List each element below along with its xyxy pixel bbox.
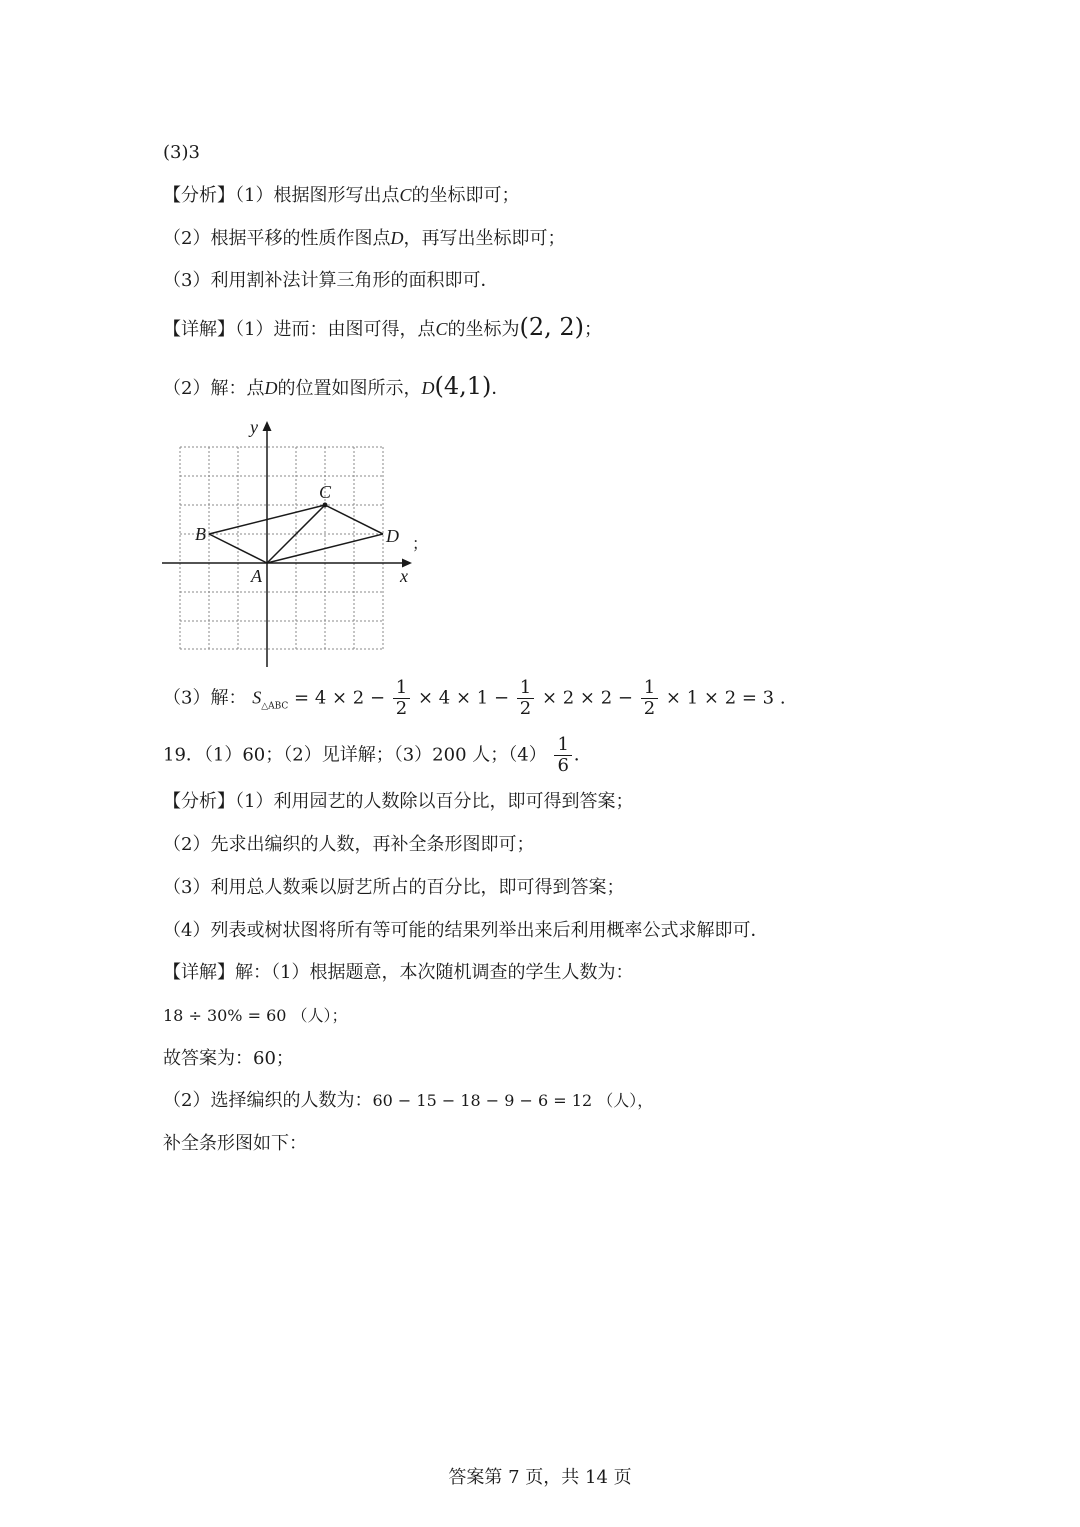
area-term-2: × 4 × 1 −: [417, 687, 510, 709]
detail-tag: 【详解】: [163, 962, 235, 983]
analysis-tag: 【分析】: [163, 185, 235, 206]
fraction-half: [393, 678, 410, 719]
coordinate-graph: [160, 415, 450, 675]
analysis-tag: 【分析】: [163, 791, 235, 812]
q19-detail-1: [163, 960, 633, 986]
q19-answer-end: ．: [573, 744, 592, 766]
label-d: D: [386, 526, 399, 546]
detail-2-text: （2）解：点: [163, 378, 265, 399]
q18-analysis-3: （3）利用割补法计算三角形的面积即可．: [163, 270, 499, 291]
area-term-1: = 4 × 2 −: [294, 687, 386, 709]
q19-answer-text: 19．（1）60；（2）见详解；（3）200 人；（4）: [163, 744, 547, 766]
q18-analysis-2: [163, 225, 565, 252]
segment-ab: [209, 534, 267, 563]
point-d-coord-label: D: [421, 378, 435, 398]
analysis-1-text: （1）根据图形写出点: [235, 185, 400, 206]
q18-detail-1: [163, 314, 602, 343]
q19-analysis-3: （3）利用总人数乘以厨艺所占的百分比，即可得到答案；: [163, 877, 625, 898]
frac-num: 1: [641, 678, 658, 699]
coord-d: (4,1): [434, 372, 492, 400]
calc-2: 60 − 15 − 18 − 9 − 6 = 12 （人），: [372, 1091, 654, 1110]
y-axis-arrow: [263, 421, 272, 431]
analysis-1-text: （1）利用园艺的人数除以百分比，即可得到答案；: [235, 791, 634, 812]
detail-2-text: （2）选择编织的人数为：: [163, 1090, 373, 1111]
graph-trailing-semicolon: ；: [412, 534, 429, 553]
area-symbol: S: [252, 687, 262, 708]
fraction-half: [641, 678, 658, 719]
analysis-2-tail: ，再写出坐标即可；: [403, 228, 566, 249]
frac-den: 2: [643, 698, 656, 719]
fraction-sixth: [554, 735, 571, 776]
analysis-1-tail: 的坐标即可；: [411, 185, 520, 206]
detail-2-tail: ．: [491, 378, 510, 399]
detail-3-text: （3）解：: [163, 687, 247, 709]
q18-detail-3: [163, 678, 786, 720]
label-a: A: [251, 566, 262, 586]
frac-den: 2: [395, 698, 408, 719]
q19-answer-1: 故答案为：60；: [163, 1048, 294, 1069]
segment-cd: [325, 505, 383, 534]
q18-detail-2: [163, 373, 509, 402]
detail-1-text: 解：（1）根据题意，本次随机调查的学生人数为：: [235, 962, 634, 983]
analysis-2-text: （2）根据平移的性质作图点: [163, 228, 391, 249]
area-term-4: × 1 × 2 = 3 .: [665, 687, 786, 709]
segment-da: [267, 534, 383, 563]
detail-2-mid: 的位置如图所示，: [277, 378, 422, 399]
area-term-3: × 2 × 2 −: [541, 687, 633, 709]
frac-den: 2: [519, 698, 532, 719]
point-d-ref: D: [264, 378, 278, 398]
detail-1-text: （1）进而：由图可得，点: [235, 319, 436, 340]
frac-num: 1: [554, 735, 571, 756]
point-c-ref: C: [435, 319, 448, 339]
label-b: B: [195, 524, 206, 544]
y-axis-label: y: [250, 417, 258, 437]
fraction-half: [517, 678, 534, 719]
q18-part3-answer: (3)3: [163, 142, 200, 163]
q19-analysis-1: [163, 789, 633, 815]
point-d-label: D: [390, 228, 404, 248]
q19-analysis-2: （2）先求出编织的人数，再补全条形图即可；: [163, 834, 535, 855]
coord-c: (2, 2): [519, 313, 584, 341]
q19-answer: [163, 735, 592, 776]
frac-den: 6: [557, 755, 569, 776]
x-axis-label: x: [400, 566, 408, 586]
frac-num: 1: [393, 678, 410, 699]
point-c-dot: [323, 503, 328, 508]
q19-detail-2: [163, 1088, 653, 1114]
detail-1-tail: ；: [584, 319, 602, 340]
frac-num: 1: [517, 678, 534, 699]
q18-analysis-1: [163, 182, 519, 209]
detail-1-mid: 的坐标为: [447, 319, 520, 340]
page-footer: 答案第 7 页，共 14 页: [448, 1467, 632, 1488]
label-c: C: [319, 482, 332, 502]
area-subscript: △ABC: [261, 701, 289, 712]
q19-calc-1: 18 ÷ 30% = 60 （人）；: [163, 1006, 348, 1025]
point-c-label: C: [399, 185, 412, 205]
detail-tag: 【详解】: [163, 319, 235, 340]
q19-analysis-4: （4）列表或树状图将所有等可能的结果列举出来后利用概率公式求解即可．: [163, 920, 769, 941]
q19-detail-2-post: 补全条形图如下：: [163, 1133, 307, 1154]
